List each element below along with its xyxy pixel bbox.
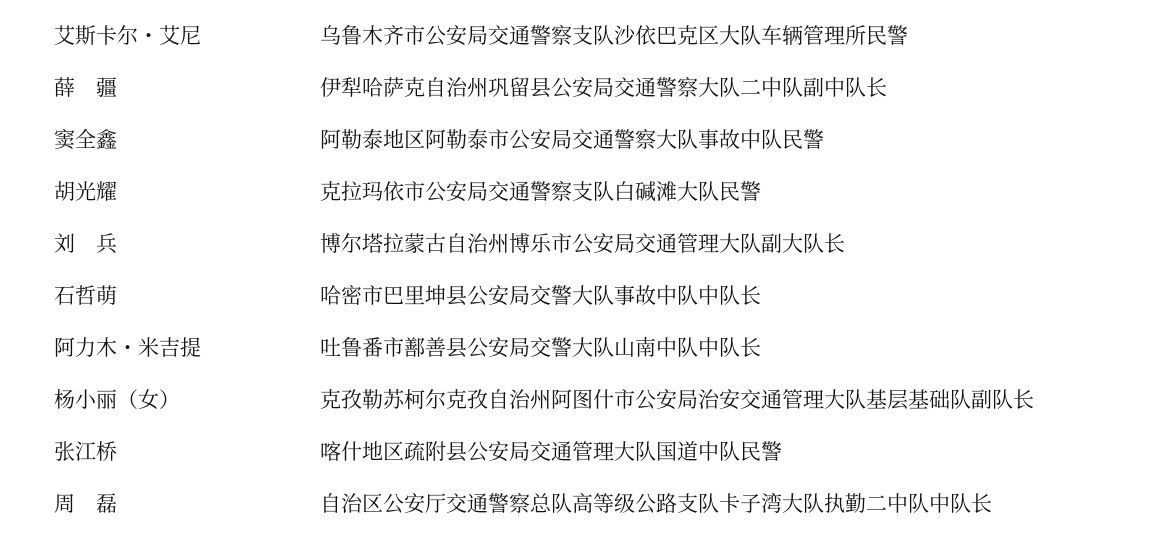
person-unit: 伊犁哈萨克自治州巩留县公安局交通警察大队二中队副中队长 [320,76,887,100]
person-unit: 自治区公安厅交通警察总队高等级公路支队卡子湾大队执勤二中队中队长 [320,492,992,516]
list-item [0,270,1168,322]
person-unit: 克拉玛依市公安局交通警察支队白碱滩大队民警 [320,180,761,204]
person-name: 薛 疆 [54,76,117,100]
person-unit: 乌鲁木齐市公安局交通警察支队沙依巴克区大队车辆管理所民警 [320,24,908,48]
person-unit: 吐鲁番市鄯善县公安局交警大队山南中队中队长 [320,336,761,360]
list-item [0,218,1168,270]
person-name: 阿力木・米吉提 [54,336,201,360]
list-item [0,10,1168,62]
list-item [0,114,1168,166]
list-item [0,322,1168,374]
list-item [0,374,1168,426]
person-name: 窦全鑫 [54,128,117,152]
person-name: 刘 兵 [54,232,117,256]
list-item [0,426,1168,478]
person-name: 石哲萌 [54,284,117,308]
person-name: 艾斯卡尔・艾尼 [54,24,201,48]
person-name: 张江桥 [54,440,117,464]
person-unit: 阿勒泰地区阿勒泰市公安局交通警察大队事故中队民警 [320,128,824,152]
person-unit: 哈密市巴里坤县公安局交警大队事故中队中队长 [320,284,761,308]
person-name: 胡光耀 [54,180,117,204]
list-item [0,166,1168,218]
list-item [0,478,1168,530]
name-list [0,10,1168,530]
person-name: 杨小丽（女） [54,388,180,412]
list-item [0,62,1168,114]
person-unit: 博尔塔拉蒙古自治州博乐市公安局交通管理大队副大队长 [320,232,845,256]
person-unit: 克孜勒苏柯尔克孜自治州阿图什市公安局治安交通管理大队基层基础队副队长 [320,388,1034,412]
person-name: 周 磊 [54,492,117,516]
person-unit: 喀什地区疏附县公安局交通管理大队国道中队民警 [320,440,782,464]
